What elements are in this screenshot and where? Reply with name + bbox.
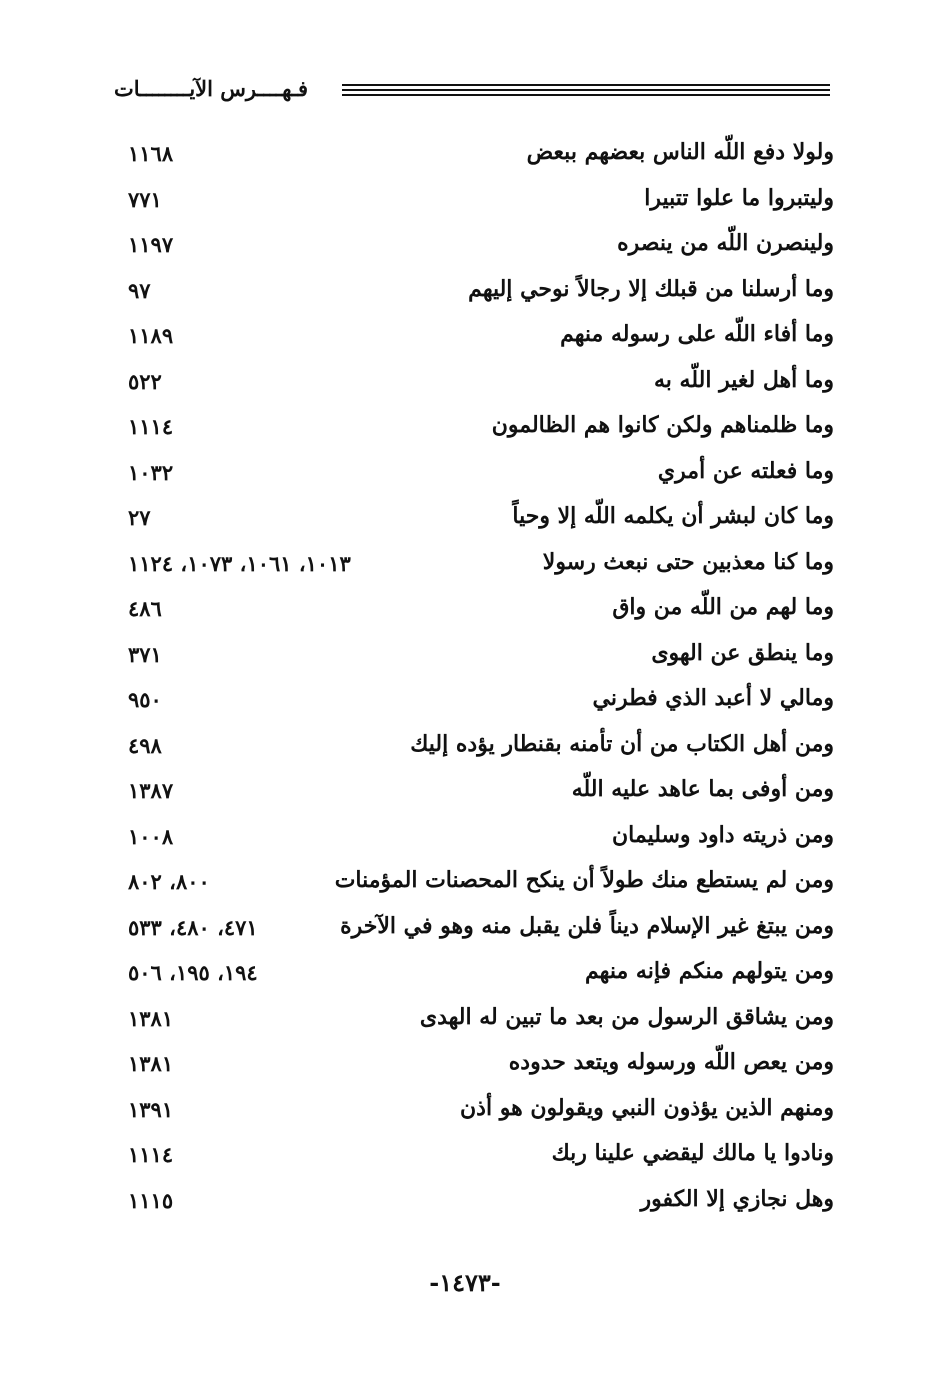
page-refs: ١١١٤ [128, 1142, 174, 1167]
verse-text: ومن لم يستطع منك طولاً أن ينكح المحصنات المؤمنات [334, 867, 834, 893]
index-entry [128, 361, 834, 407]
verse-text: وما كنا معذبين حتى نبعث رسولا [542, 548, 834, 575]
index-entry [128, 1089, 834, 1135]
page-number: -١٤٧٣- [429, 1268, 501, 1297]
index-entry [128, 679, 834, 725]
page-refs: ١٠٠٨ [128, 823, 174, 849]
index-entry [128, 452, 834, 498]
index-entry [128, 270, 834, 316]
verse-text: وما لهم من اللّه من واق [612, 594, 834, 620]
index-entry [128, 770, 834, 816]
verse-text: ولولا دفع اللّه الناس بعضهم ببعض [526, 139, 834, 165]
index-entry [128, 725, 834, 771]
index-entry [128, 543, 834, 589]
index-entry [128, 406, 834, 452]
index-entry [128, 952, 834, 998]
verse-text: وما كان لبشر أن يكلمه اللّه إلا وحياً [512, 503, 834, 529]
index-entry [128, 497, 834, 543]
page-refs: ٩٧ [128, 277, 151, 303]
verse-text: وما ينطق عن الهوى [651, 639, 834, 666]
verse-text: وما أرسلنا من قبلك إلا رجالاً نوحي إليهم [468, 275, 834, 302]
verse-text: وما فعلته عن أمري [657, 457, 834, 484]
verse-text: ولينصرن اللّه من ينصره [617, 230, 834, 256]
page-refs: ٨٠٠، ٨٠٢ [128, 869, 210, 894]
page-refs: ٧٧١ [128, 186, 162, 212]
index-entry [128, 1180, 834, 1226]
index-entry [128, 315, 834, 361]
verse-text: وهل نجازي إلا الكفور [640, 1185, 834, 1212]
page-refs: ١٣٩١ [128, 1096, 174, 1122]
page-refs: ١١٨٩ [128, 323, 174, 348]
header-title: فـهــــرس الآيــــــــات [113, 76, 308, 101]
index-entry [128, 998, 834, 1044]
page-refs: ١١٦٨ [128, 141, 174, 166]
index-entry [128, 861, 834, 907]
page-refs: ١٠١٣، ١٠٦١، ١٠٧٣، ١١٢٤ [128, 550, 351, 576]
page-refs: ٩٥٠ [128, 687, 162, 712]
header-rule [342, 94, 830, 96]
page-refs: ٣٧١ [128, 641, 162, 667]
index-entry [128, 1043, 834, 1089]
index-entry [128, 634, 834, 680]
page-refs: ٢٧ [128, 505, 151, 530]
page-refs: ١٣٨١ [128, 1005, 174, 1031]
index-entry [128, 1134, 834, 1180]
verse-text: ومن يعص اللّه ورسوله ويتعد حدوده [508, 1049, 834, 1075]
page-refs: ٤٧١، ٤٨٠، ٥٣٣ [128, 914, 258, 940]
index-entry [128, 816, 834, 862]
verse-text: ومن يشاقق الرسول من بعد ما تبين له الهدى [419, 1003, 834, 1030]
index-entry [128, 588, 834, 634]
verse-text: ومن يبتغ غير الإسلام ديناً فلن يقبل منه وهو في الآخرة [340, 912, 834, 939]
page-header [113, 72, 830, 108]
index-entry [128, 907, 834, 953]
verse-text: وما أفاء اللّه على رسوله منهم [560, 321, 834, 347]
page-refs: ٥٢٢ [128, 368, 162, 394]
verse-text: وليتبروا ما علوا تتبيرا [644, 184, 834, 211]
page-refs: ١١١٤ [128, 414, 174, 439]
verse-text: ومن يتولهم منكم فإنه منهم [585, 958, 834, 984]
header-rule [342, 84, 830, 86]
page-refs: ١٣٨١ [128, 1051, 174, 1076]
page-refs: ١٣٨٧ [128, 778, 174, 803]
verse-text: وما أهل لغير اللّه به [653, 366, 834, 393]
verse-index-list [128, 133, 834, 1225]
verse-text: ومن أهل الكتاب من أن تأمنه بقنطار يؤده إليك [410, 730, 834, 757]
verse-text: وما ظلمناهم ولكن كانوا هم الظالمون [491, 412, 834, 438]
page-refs: ١١٩٧ [128, 232, 174, 257]
verse-text: ومنهم الذين يؤذون النبي ويقولون هو أذن [459, 1094, 834, 1121]
verse-text: ومن أوفى بما عاهد عليه اللّه [571, 776, 834, 802]
verse-text: ونادوا يا مالك ليقضي علينا ربك [551, 1140, 834, 1166]
page-refs: ١١١٥ [128, 1187, 174, 1213]
header-rule [342, 89, 830, 91]
page-refs: ١٠٣٢ [128, 459, 174, 485]
page-refs: ٤٩٨ [128, 732, 162, 758]
index-entry [128, 224, 834, 270]
page-refs: ١٩٤، ١٩٥، ٥٠٦ [128, 960, 258, 985]
index-entry [128, 133, 834, 179]
verse-text: ومن ذريته داود وسليمان [612, 821, 834, 848]
index-entry [128, 179, 834, 225]
verse-text: ومالي لا أعبد الذي فطرني [592, 685, 834, 711]
page-refs: ٤٨٦ [128, 596, 162, 621]
